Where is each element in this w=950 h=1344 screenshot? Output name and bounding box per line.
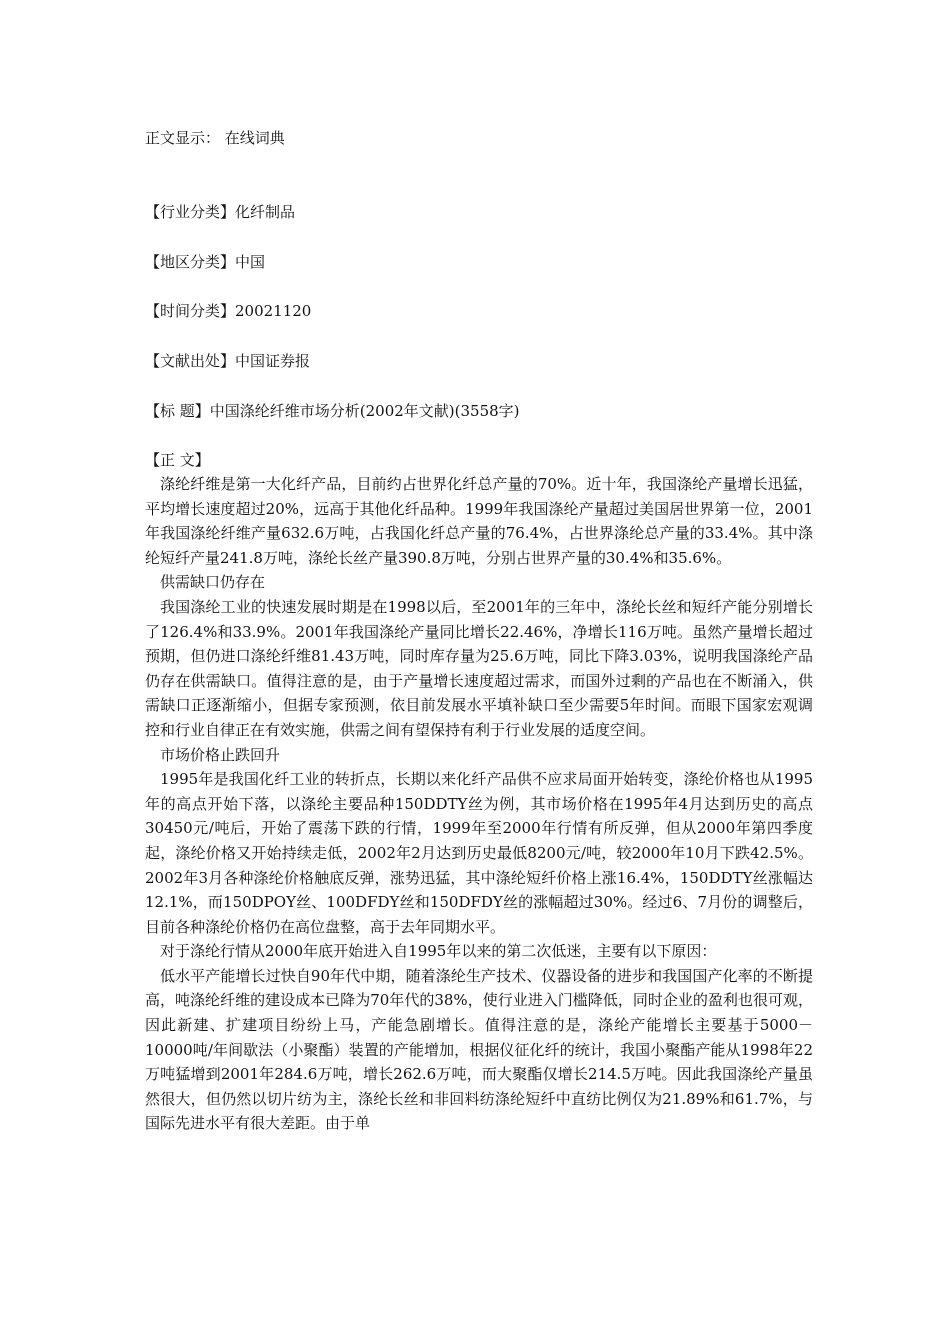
date-category: 【时间分类】20021120 <box>145 302 312 320</box>
title-field: 【标 题】中国涤纶纤维市场分析(2002年文献)(3558字) <box>145 402 520 420</box>
paragraph-5: 低水平产能增长过快自90年代中期，随着涤纶生产技术、仪器设备的进步和我国国产化率的不断提高，吨涤纶纤维的建设成本已降为70年代的38%，使行业进入门槛降低，同时企业的盈利也很可观，因此新建、扩建项目纷纷上马，产能急剧增长。值得注意的是，涤纶产能增长主要基于5000－10000吨/年间歇法（小聚酯）装置的产能增加，根据仪征化纤的统计，我国小聚酯产能从1998年22万吨猛增到2001年284.6万吨，增长262.6万吨，而大聚酯仅增长214.5万吨。因此我国涤纶产量虽然很大，但仍然以切片纺为主，涤纶长丝和非回料纺涤纶短纤中直纺比例仅为21.89%和61.7%，与国际先进水平有很大差距。由于单 <box>145 966 813 1133</box>
paragraph-1: 涤纶纤维是第一大化纤产品，目前约占世界化纤总产量的70%。近十年，我国涤纶产量增长迅猛，平均增长速度超过20%，远高于其他化纤品种。1999年我国涤纶产量超过美国居世界第一位，2001年我国涤纶纤维产量632.6万吨，占我国化纤总产量的76.4%，占世界涤纶总产量的33.4%。其中涤纶短纤产量241.8万吨，涤纶长丝产量390.8万吨，分别占世界产量的30.4%和35.6%。 <box>145 475 813 567</box>
body-label: 【正 文】 <box>145 451 210 469</box>
article-body <box>145 472 813 1136</box>
section-heading-price: 市场价格止跌回升 <box>160 745 281 764</box>
source-field: 【文献出处】中国证券报 <box>145 352 311 370</box>
paragraph-2: 我国涤纶工业的快速发展时期是在1998以后，至2001年的三年中，涤纶长丝和短纤产能分别增长了126.4%和33.9%。2001年我国涤纶产量同比增长22.46%，净增长116万吨。虽然产量增长超过预期，但仍进口涤纶纤维81.43万吨，同时库存量为25.6万吨，同比下降3.03%，说明我国涤纶产品仍存在供需缺口。值得注意的是，由于产量增长速度超过需求，而国外过剩的产品也在不断涌入，供需缺口正逐渐缩小，但据专家预测，依目前发展水平填补缺口至少需要5年时间。而眼下国家宏观调控和行业自律正在有效实施，供需之间有望保持有利于行业发展的适度空间。 <box>145 597 813 739</box>
paragraph-4: 对于涤纶行情从2000年底开始进入自1995年以来的第二次低迷，主要有以下原因： <box>160 942 717 961</box>
paragraph-3: 1995年是我国化纤工业的转折点，长期以来化纤产品供不应求局面开始转变，涤纶价格也从1995年的高点开始下落，以涤纶主要品种150DDTY丝为例，其市场价格在1995年4月达到历史的高点30450元/吨后，开始了震荡下跌的行情，1999年至2000年行情有所反弹，但从2000年第四季度起，涤纶价格又开始持续走低，2002年2月达到历史最低8200元/吨，较2000年10月下跌42.5%。2002年3月各种涤纶价格触底反弹，涨势迅猛，其中涤纶短纤价格上涨16.4%，150DDTY丝涨幅达12.1%，而150DPOY丝、100DFDY丝和150DFDY丝的涨幅超过30%。经过6、7月份的调整后，目前各种涤纶价格仍在高位盘整，高于去年同期水平。 <box>145 770 813 936</box>
display-label: 正文显示： 在线词典 <box>145 129 285 147</box>
section-heading-supply: 供需缺口仍存在 <box>160 573 266 592</box>
industry-category: 【行业分类】化纤制品 <box>145 203 296 221</box>
region-category: 【地区分类】中国 <box>145 253 266 271</box>
